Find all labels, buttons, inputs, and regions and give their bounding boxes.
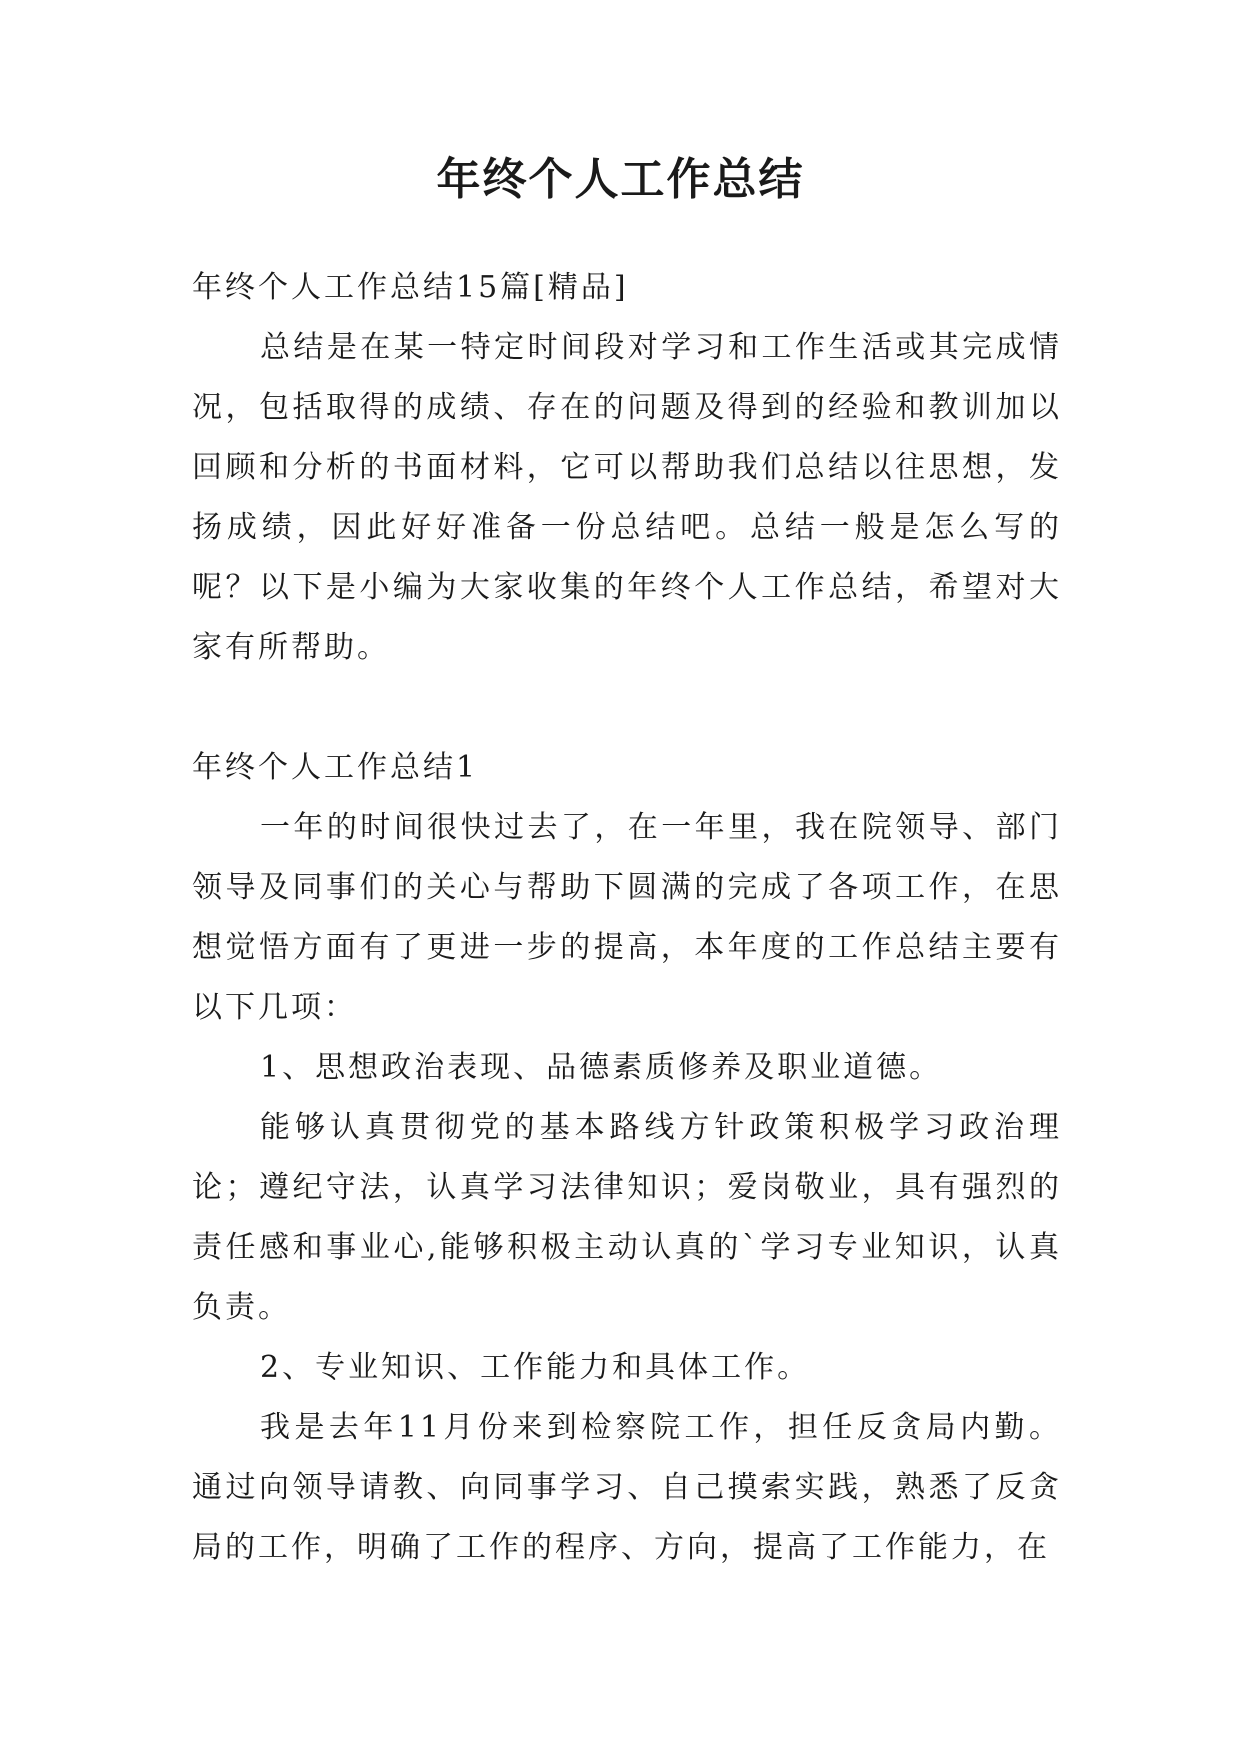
paragraph-gap [192,678,1062,738]
section-paragraph: 能够认真贯彻党的基本路线方针政策积极学习政治理论；遵纪守法，认真学习法律知识；爱岗敬业，具有强烈的责任感和事业心,能够积极主动认真的`学习专业知识，认真负责。 [192,1110,1062,1325]
document-title: 年终个人工作总结 [436,154,805,205]
document-subtitle: 年终个人工作总结15篇[精品] [192,270,629,305]
section-paragraph: 一年的时间很快过去了，在一年里，我在院领导、部门领导及同事们的关心与帮助下圆满的完成了各项工作，在思想觉悟方面有了更进一步的提高，本年度的工作总结主要有以下几项： [192,810,1062,1025]
intro-paragraph: 总结是在某一特定时间段对学习和工作生活或其完成情况，包括取得的成绩、存在的问题及得到的经验和教训加以回顾和分析的书面材料，它可以帮助我们总结以往思想，发扬成绩，因此好好准备一份总结吧。总结一般是怎么写的呢？以下是小编为大家收集的年终个人工作总结，希望对大家有所帮助。 [192,330,1062,665]
section-heading: 年终个人工作总结1 [192,750,479,785]
section-paragraph: 我是去年11月份来到检察院工作，担任反贪局内勤。通过向领导请教、向同事学习、自己摸索实践，熟悉了反贪局的工作，明确了工作的程序、方向，提高了工作能力，在 [192,1410,1062,1565]
section-list-item: 1、思想政治表现、品德素质修养及职业道德。 [260,1050,943,1085]
section-list-item: 2、专业知识、工作能力和具体工作。 [260,1350,811,1385]
document-body [192,258,1062,1578]
